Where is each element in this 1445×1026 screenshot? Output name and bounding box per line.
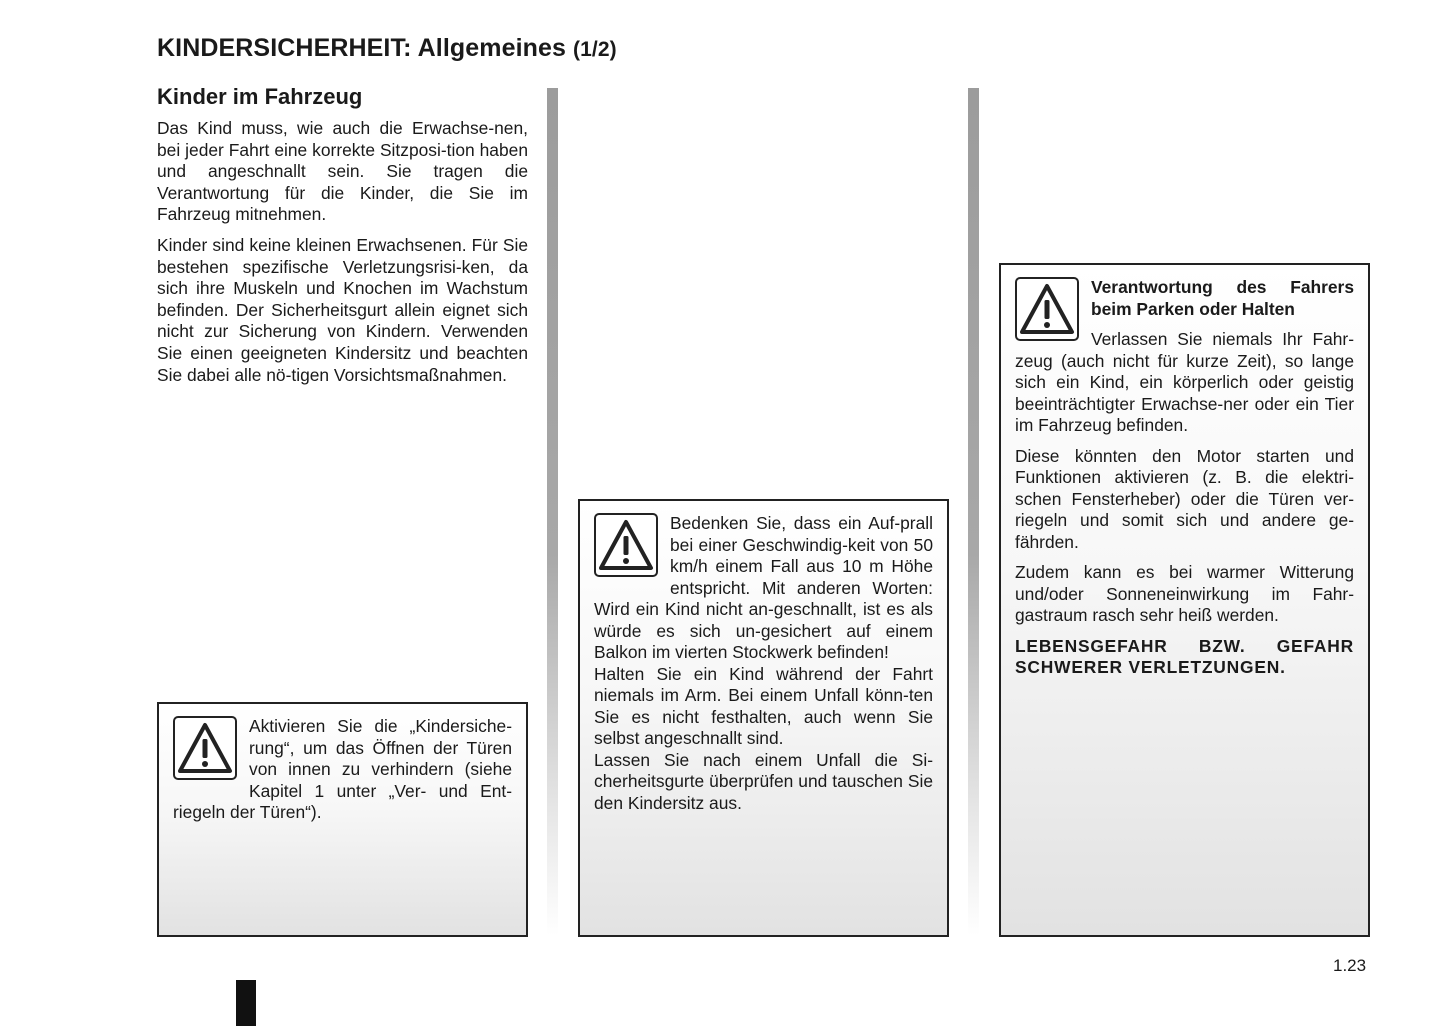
- warning-box-driver: [999, 263, 1370, 937]
- warning-triangle-icon: [1015, 277, 1079, 341]
- page-number: 1.23: [1333, 956, 1367, 975]
- intro-paragraph: Das Kind muss, wie auch die Erwachse-nen, bei jeder Fahrt eine korrekte Sitzposi-tion haben und angeschnallt sein. Sie tragen die Verantwortung für die Kinder, die Sie im Fahrzeug mitnehmen.: [157, 118, 528, 225]
- warning-text: Zudem kann es bei warmer Witterung und/oder Sonneneinwirkung im Fahr-gastraum rasch sehr heiß werden.: [1015, 562, 1354, 625]
- warning-box-impact: [578, 499, 949, 937]
- warning-triangle-icon: [173, 716, 237, 780]
- column-divider: [547, 88, 558, 936]
- warning-box-child-lock: [157, 702, 528, 937]
- warning-text: Aktivieren Sie die „Kindersiche-rung“, um das Öffnen der Türen von innen zu verhindern (siehe Kapitel 1 unter „Ver- und Ent-riegeln der Türen“).: [173, 716, 512, 822]
- warning-text: Lassen Sie nach einem Unfall die Si-cherheitsgurte überprüfen und tauschen Sie den Kindersitz aus.: [594, 749, 933, 813]
- page-title: [157, 34, 617, 63]
- warning-heading: Verantwortung des Fahrers beim Parken oder Halten: [1091, 277, 1354, 319]
- warning-text: Halten Sie ein Kind während der Fahrt niemals im Arm. Bei einem Unfall könn-ten Sie es nicht festhalten, auch wenn Sie selbst angeschnallt sind.: [594, 663, 933, 748]
- danger-text: LEBENSGEFAHR BZW. GEFAHR SCHWERER VERLETZUNGEN.: [1015, 635, 1354, 677]
- intro-paragraph: Kinder sind keine kleinen Erwachsenen. Für Sie bestehen spezifische Verletzungsrisi-ken, da sich ihre Muskeln und Knochen im Wachstum befinden. Der Sicherheitsgurt allein eignet sich nicht zur Sicherung von Kindern. Verwenden Sie einen geeigneten Kindersitz und beachten Sie dabei alle nö-tigen Vorsichtsmaßnahmen.: [157, 234, 528, 385]
- warning-triangle-icon: [594, 513, 658, 577]
- warning-text: Diese könnten den Motor starten und Funktionen aktivieren (z. B. die elektri-schen Fensterheber) oder die Türen ver-riegeln und somit sich und andere ge-fährden.: [1015, 445, 1354, 552]
- page-title-main: KINDERSICHERHEIT: Allgemeines: [157, 34, 566, 62]
- section-heading: Kinder im Fahrzeug: [157, 84, 363, 109]
- warning-text: Verlassen Sie niemals Ihr Fahr-zeug (auch nicht für kurze Zeit), so lange sich ein Kind, ein körperlich oder geistig beeinträchtigter Erwachse-ner oder ein Tier im Fahrzeug befinden.: [1015, 329, 1354, 435]
- column-divider: [968, 88, 979, 936]
- chapter-marker: [236, 980, 256, 1026]
- intro-text: [157, 118, 528, 395]
- warning-text: Bedenken Sie, dass ein Auf-prall bei einer Geschwindig-keit von 50 km/h einem Fall aus 10 m Höhe entspricht. Mit anderen Worten: Wird ein Kind nicht an-geschnallt, ist es als würde es sich un-gesichert auf einem Balkon im vierten Stockwerk befinden!: [594, 513, 933, 662]
- page-title-part: (1/2): [573, 38, 617, 61]
